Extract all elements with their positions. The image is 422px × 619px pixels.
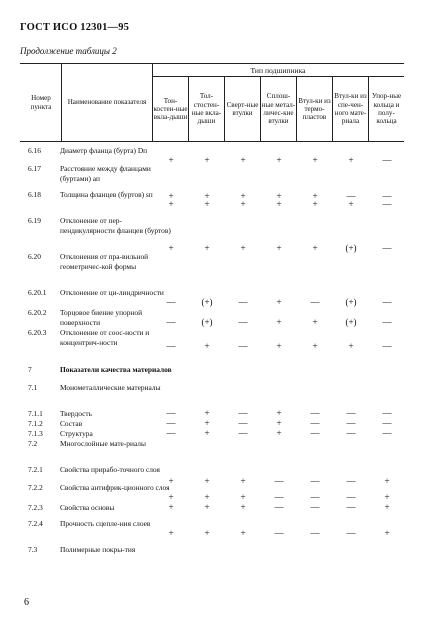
row-value: + [276,243,282,253]
row-value: — [274,502,284,512]
row-value: (+) [201,297,213,307]
header-type: Тол-стостен-ные вкла-дыши [191,92,222,126]
row-number: 6.18 [28,190,41,199]
row-value: — [166,418,176,428]
row-value: (+) [345,317,357,327]
row-value: + [204,418,210,428]
row-value: — [166,428,176,438]
header-type: Тон-костен-ные вкла-дыши [153,96,188,122]
row-value: + [312,155,318,165]
header-number: Номер пункта [30,94,52,111]
row-value: — [310,528,320,538]
row-value: + [276,317,282,327]
row-value: — [346,476,356,486]
row-value: + [240,528,246,538]
row-value: — [238,297,248,307]
row-indicator-name: Структура [60,429,93,438]
row-value: + [204,155,210,165]
row-value: — [382,418,392,428]
header-type: Сверт-ные втулки [226,100,259,117]
row-value: + [348,341,354,351]
row-indicator-name: Полимерные покры-тия [60,545,136,554]
row-value: — [382,155,392,165]
row-indicator-name: Торцовое биение упорной поверхности [60,308,143,327]
row-value: + [204,408,210,418]
row-number: 6.19 [28,216,41,225]
row-value: + [168,476,174,486]
row-value: + [312,341,318,351]
row-number: 7.1.3 [28,429,43,438]
row-indicator-name: Прочность сцепле-ния слоев [60,519,151,528]
row-value: + [168,191,174,201]
row-value: — [346,428,356,438]
row-value: + [240,492,246,502]
row-value: — [166,317,176,327]
row-value: — [310,428,320,438]
row-number: 6.20.3 [28,328,47,337]
row-value: — [346,408,356,418]
row-value: — [310,408,320,418]
row-indicator-name: Диаметр фланца (бурта) Dп [60,146,148,155]
row-value: + [168,243,174,253]
row-value: + [312,243,318,253]
row-value: + [204,476,210,486]
row-value: + [276,191,282,201]
row-value: + [384,492,390,502]
row-value: — [310,476,320,486]
row-value: + [204,243,210,253]
row-value: + [276,418,282,428]
row-value: — [382,199,392,209]
page-number: 6 [24,597,29,608]
row-value: + [240,243,246,253]
type-title: Тип подшипника [250,66,306,75]
row-indicator-name: Отклонения от пра-вильной геометричес-кой формы [60,252,149,271]
row-indicator-name: Толщина фланцев (буртов) sп [60,190,153,199]
header-type: Сплош-ные метал-личес-кие втулки [261,92,296,126]
row-number: 6.20.2 [28,308,47,317]
row-value: — [382,428,392,438]
row-value: + [384,476,390,486]
row-indicator-name: Свойства прирабо-точного слоя [60,465,160,474]
row-value: + [240,476,246,486]
row-value: — [382,243,392,253]
row-value: + [204,191,210,201]
row-value: — [238,317,248,327]
row-value: — [166,408,176,418]
row-value: — [274,528,284,538]
row-value: + [204,341,210,351]
row-indicator-name: Свойства антифрик-ционного слоя [60,483,170,492]
row-value: — [166,341,176,351]
row-value: — [274,476,284,486]
row-indicator-name: Отклонение от ци-линдричности [60,288,164,297]
row-value: + [204,492,210,502]
row-number: 7.3 [28,545,38,554]
row-number: 7.1.1 [28,409,43,418]
table-continuation-label: Продолжение таблицы 2 [20,46,117,56]
row-value: + [240,155,246,165]
row-value: — [310,502,320,512]
row-value: — [274,492,284,502]
row-value: — [310,492,320,502]
row-value: + [168,199,174,209]
row-value: — [238,418,248,428]
row-value: + [276,155,282,165]
row-value: + [276,297,282,307]
row-value: (+) [345,297,357,307]
row-indicator-name: Монометаллические материалы [60,383,161,392]
row-value: + [276,199,282,209]
row-value: + [168,492,174,502]
row-value: (+) [201,317,213,327]
row-value: + [312,191,318,201]
row-indicator-name: Многослойные мате-риалы [60,439,146,448]
row-value: + [312,199,318,209]
row-indicator-name: Отклонение от пер-пендикулярности фланцев (буртов) [60,216,171,235]
row-value: — [310,297,320,307]
row-indicator-name: Отклонение от соос-ности и концентрич-ности [60,328,150,347]
row-number: 7.2.1 [28,465,43,474]
row-value: — [346,191,356,201]
row-value: + [312,317,318,327]
row-value: — [238,341,248,351]
row-indicator-name: Состав [60,419,83,428]
row-number: 6.16 [28,146,41,155]
row-value: + [168,155,174,165]
row-value: + [240,191,246,201]
row-number: 6.17 [28,164,41,173]
row-value: + [276,428,282,438]
row-value: + [348,155,354,165]
row-value: + [384,502,390,512]
row-number: 7.2.3 [28,503,43,512]
document-header: ГОСТ ИСО 12301—95 [20,22,130,33]
row-indicator-name: Показатели качества материалов [60,365,172,374]
row-value: — [238,408,248,418]
row-value: + [204,428,210,438]
row-value: + [348,199,354,209]
row-number: 7.2.2 [28,483,43,492]
row-value: + [384,528,390,538]
row-value: (+) [345,243,357,253]
row-value: + [204,199,210,209]
row-number: 6.20 [28,252,41,261]
row-value: + [276,408,282,418]
row-value: — [346,492,356,502]
header-bottom-rule [20,141,404,142]
row-value: + [240,502,246,512]
row-value: — [346,502,356,512]
row-number: 7.1.2 [28,419,43,428]
row-indicator-name: Свойства основы [60,503,115,512]
row-value: — [382,408,392,418]
row-number: 6.20.1 [28,288,47,297]
row-value: + [168,528,174,538]
row-value: — [382,341,392,351]
header-type: Втул-ки из термо-пластов [298,96,331,122]
header-type: Втул-ки из спе-чен-ного мате-риала [334,92,367,126]
row-number: 7.2.4 [28,519,43,528]
row-value: — [382,317,392,327]
row-value: — [346,528,356,538]
row-value: + [204,502,210,512]
row-value: — [166,297,176,307]
row-value: — [382,191,392,201]
row-number: 7.1 [28,383,38,392]
row-indicator-name: Расстояние между фланцами (буртами) aп [60,164,151,183]
row-value: + [240,199,246,209]
row-value: — [346,418,356,428]
row-value: + [276,341,282,351]
header-type: Упор-ные кольца и полу-кольца [371,92,402,126]
row-value: + [204,528,210,538]
row-indicator-name: Твердость [60,409,92,418]
row-value: + [168,502,174,512]
row-value: — [238,428,248,438]
row-value: — [382,297,392,307]
row-number: 7 [28,365,32,374]
row-value: — [310,418,320,428]
row-number: 7.2 [28,439,38,448]
header-name: Наименование показателя [67,98,147,107]
